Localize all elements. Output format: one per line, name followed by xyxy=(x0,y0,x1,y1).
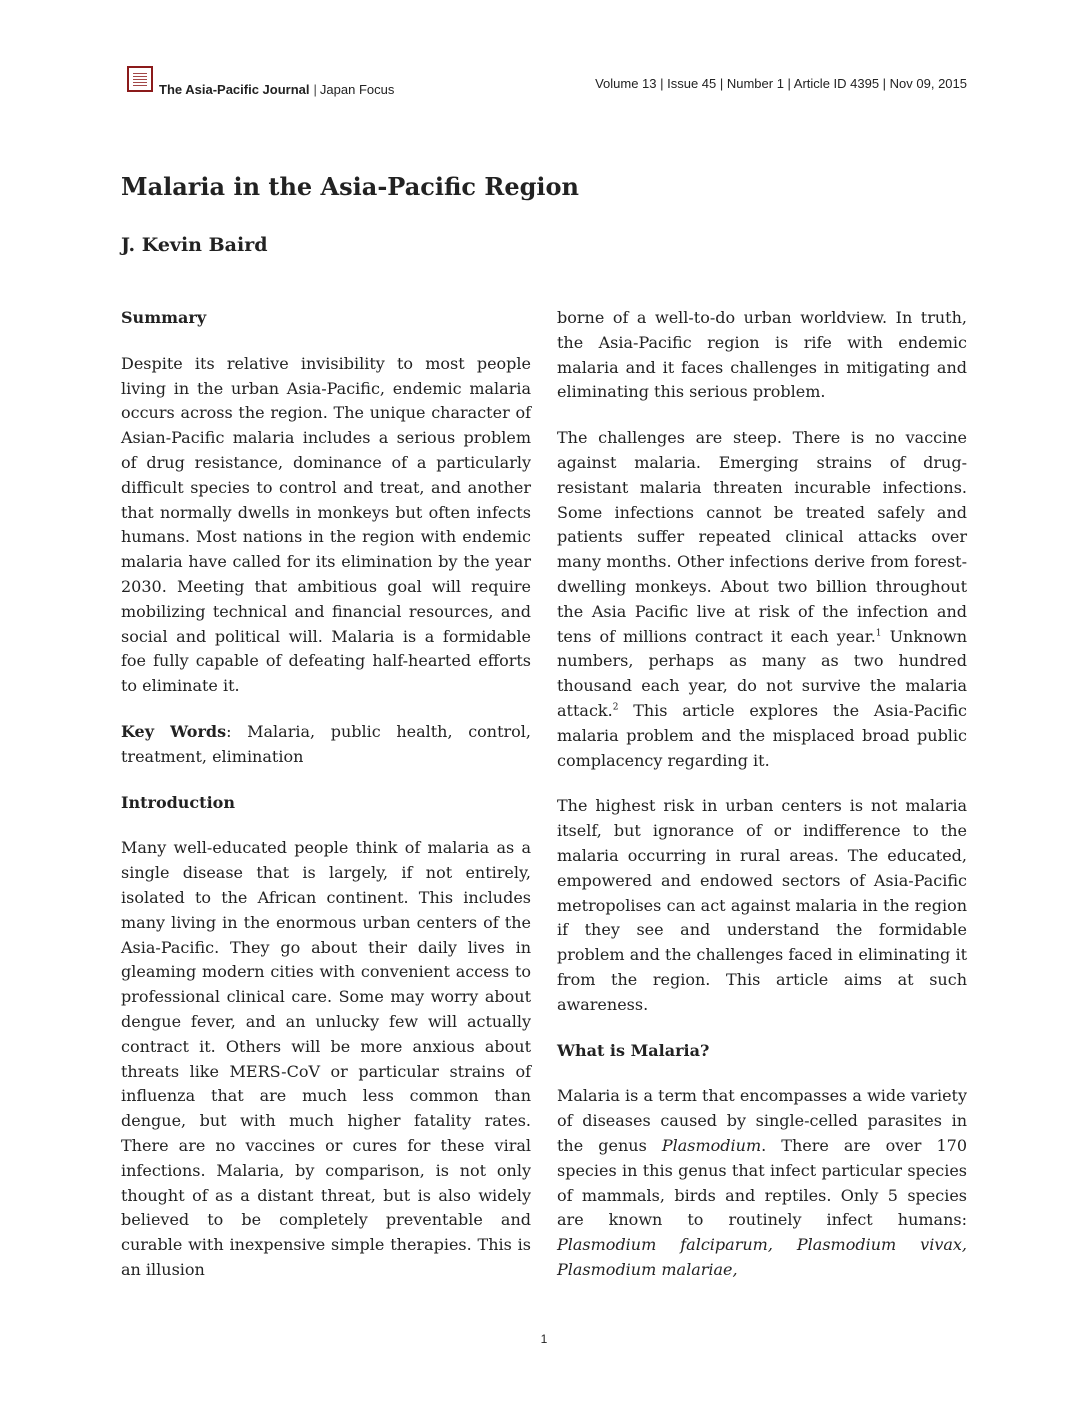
article-title: Malaria in the Asia-Pacific Region xyxy=(121,172,579,201)
journal-separator: | xyxy=(313,82,317,97)
keywords-paragraph xyxy=(121,720,531,770)
malaria-definition-paragraph xyxy=(557,1084,967,1282)
introduction-paragraph: Many well-educated people think of malaria as a single disease that is largely, if not entirely, isolated to the African continent. This includes many living in the enormous urban centers of the Asia-Pacific. They go about their daily lives in gleaming modern cities with convenient access to professional clinical care. Some may worry about dengue fever, and an unlucky few will actually contract it. Others will be more anxious about threats like MERS-CoV or particular strains of influenza that are much less common than dengue, but with much higher fatality rates. There are no vaccines or cures for these viral infections. Malaria, by comparison, is not only thought of as a distant threat, but is also widely believed to be completely preventable and curable with inexpensive simple therapies. This is an illusion xyxy=(121,838,531,1279)
challenges-text-2: Unknown numbers, perhaps as many as two hundred thousand each year, do not survive the malaria attack. xyxy=(557,626,967,720)
what-is-malaria-heading: What is Malaria? xyxy=(557,1040,710,1060)
article-author: J. Kevin Baird xyxy=(121,234,268,256)
left-column xyxy=(121,306,531,1304)
challenges-paragraph xyxy=(557,426,967,773)
summary-paragraph: Despite its relative invisibility to most people living in the urban Asia-Pacific, endemic malaria occurs across the region. The unique character of Asian-Pacific malaria includes a serious problem of drug resistance, dominance of a particularly difficult species to control and treat, and another that normally dwells in monkeys but often infects humans. Most nations in the region with endemic malaria have called for its elimination by the year 2030. Meeting that ambitious goal will require mobilizing technical and financial resources, and social and political will. Malaria is a formidable foe fully capable of defeating half-hearted efforts to eliminate it. xyxy=(121,353,531,696)
definition-text-1: Malaria is a term that encompasses a wide variety of diseases caused by single-celled parasites in the genus xyxy=(557,1086,967,1155)
journal-header xyxy=(127,66,967,106)
keywords-text: : Malaria, public health, control, treatment, elimination xyxy=(121,721,532,766)
footnote-ref-1[interactable]: 1 xyxy=(875,628,882,639)
challenges-text-3: This article explores the Asia-Pacific malaria problem and the misplaced broad public complacency regarding it. xyxy=(557,700,967,770)
page-number: 1 xyxy=(540,1332,548,1346)
right-column xyxy=(557,306,967,1304)
introduction-heading: Introduction xyxy=(121,792,235,812)
continuation-paragraph: borne of a well-to-do urban worldview. In truth, the Asia-Pacific region is rife with endemic malaria and it faces challenges in mitigating and eliminating this serious problem. xyxy=(557,308,967,402)
summary-heading: Summary xyxy=(121,308,207,327)
journal-title xyxy=(159,82,394,97)
footnote-ref-2[interactable]: 2 xyxy=(612,702,619,713)
article-meta: Volume 13 | Issue 45 | Number 1 | Article ID 4395 | Nov 09, 2015 xyxy=(595,76,967,91)
challenges-text-1: The challenges are steep. There is no vaccine against malaria. Emerging strains of drug-resistant malaria threaten incurable infections. Some infections cannot be treated safely and patients suffer repeated clinical attacks over many months. Other infections derive from forest-dwelling monkeys. About two billion throughout the Asia Pacific live at risk of the infection and tens of millions contract it each year. xyxy=(557,428,967,646)
species-names: Plasmodium falciparum, Plasmodium vivax, Plasmodium malariae, xyxy=(557,1235,967,1279)
keywords-label: Key Words xyxy=(121,721,227,741)
definition-text-2: . There are over 170 species in this genus that infect particular species of mammals, birds and reptiles. Only 5 species are known to routinely infect humans: xyxy=(557,1135,968,1230)
genus-name: Plasmodium xyxy=(661,1135,762,1155)
urban-risk-paragraph: The highest risk in urban centers is not malaria itself, but ignorance of or indifference to the malaria occurring in rural areas. The educated, empowered and endowed sectors of Asia-Pacific metropolises can act against malaria in the region if they see and understand the formidable problem and the challenges faced in eliminating it from the region. This article aims at such awareness. xyxy=(557,796,967,1014)
journal-subtitle: Japan Focus xyxy=(319,82,395,97)
journal-logo xyxy=(127,66,153,92)
journal-name: The Asia-Pacific Journal xyxy=(159,82,310,97)
